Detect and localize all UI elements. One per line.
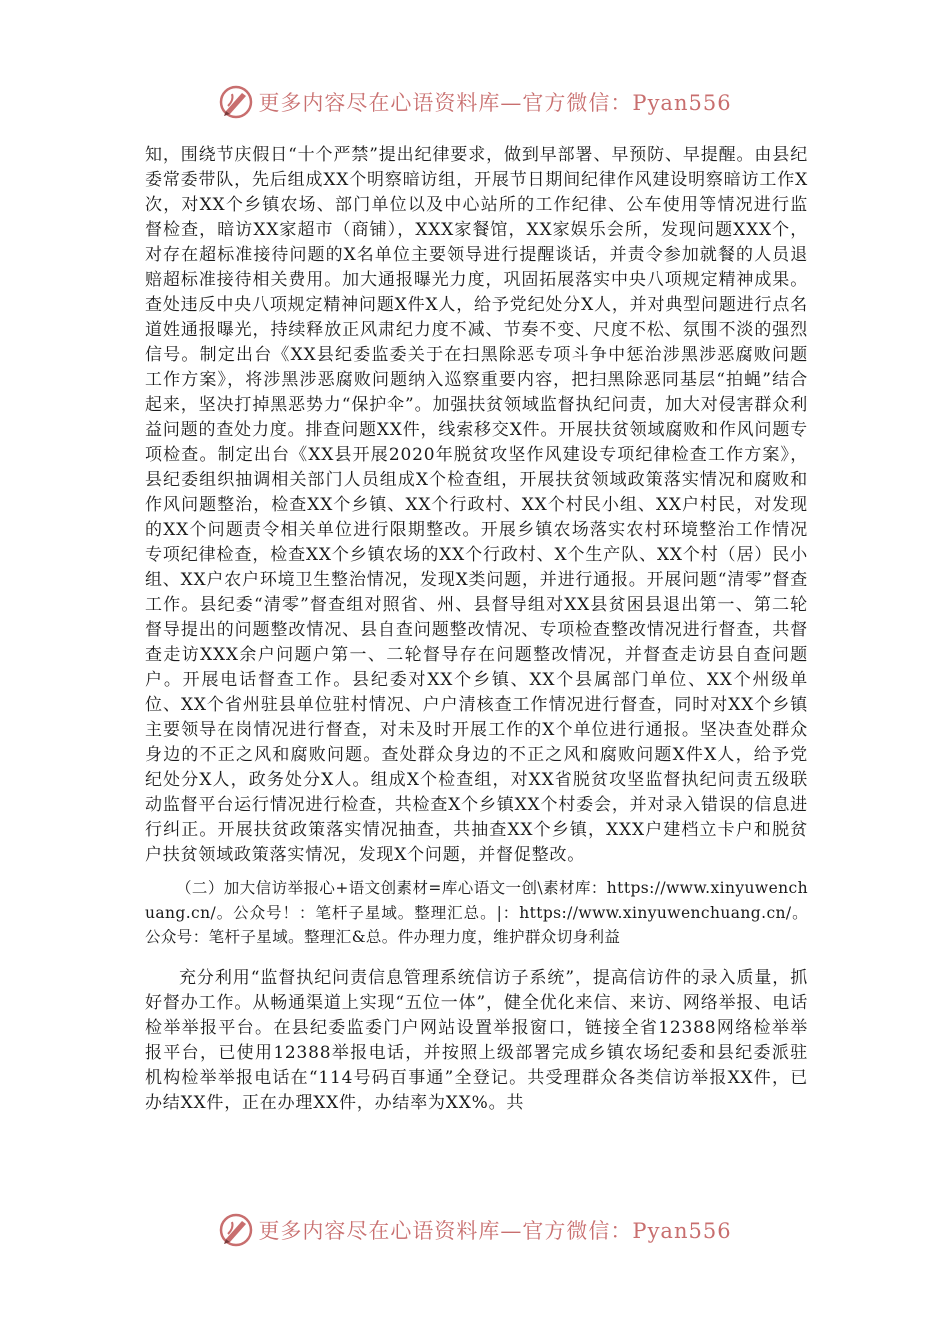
paragraph: 知，围绕节庆假日“十个严禁”提出纪律要求，做到早部署、早预防、早提醒。由县纪委常委带队，先后组成XX个明察暗访组，开展节日期间纪律作风建设明察暗访工作X次，对XX个乡镇农场、部门单位以及中心站所的工作纪律、公车使用等情况进行监督检查，暗访XX家超市（商铺），XXX家餐馆，XX家娱乐会所，发现问题XXX个，对存在超标准接待问题的X名单位主要领导进行提醒谈话，并责令参加就餐的人员退赔超标准接待相关费用。加大通报曝光力度，巩固拓展落实中央八项规定精神成果。查处违反中央八项规定精神问题X件X人，给予党纪处分X人，并对典型问题进行点名道姓通报曝光，持续释放正风肃纪力度不减、节奏不变、尺度不松、氛围不淡的强烈信号。制定出台《XX县纪委监委关于在扫黑除恶专项斗争中惩治涉黑涉恶腐败问题工作方案》，将涉黑涉恶腐败问题纳入巡察重要内容，把扫黑除恶同基层“拍蝇”结合起来，坚决打掉黑恶势力“保护伞”。加强扶贫领域监督执纪问责，加大对侵害群众利益问题的查处力度。排查问题XX件，线索移交X件。开展扶贫领域腐败和作风问题专项检查。制定出台《XX县开展2020年脱贫攻坚作风建设专项纪律检查工作方案》，县纪委组织抽调相关部门人员组成X个检查组，开展扶贫领域政策落实情况和腐败和作风问题整治，检查XX个乡镇、XX个行政村、XX个村民小组、XX户村民，对发现的XX个问题责令相关单位进行限期整改。开展乡镇农场落实农村环境整治工作情况专项纪律检查，检查XX个乡镇农场的XX个行政村、X个生产队、XX个村（居）民小组、XX户农户环境卫生整治情况，发现X类问题，并进行通报。开展问题“清零”督查工作。县纪委“清零”督查组对照省、州、县督导组对XX县贫困县退出第一、第二轮督导提出的问题整改情况、县自查问题整改情况、专项检查整改情况进行督查，共督查走访XXX余户问题户第一、二轮督导存在问题整改情况，并督查走访县自查问题户。开展电话督查工作。县纪委对XX个乡镇、XX个县属部门单位、XX个州级单位、XX个省州驻县单位驻村情况、户户清核查工作情况进行督查，同时对XX个乡镇主要领导在岗情况进行督查，对未及时开展工作的X个单位进行通报。坚决查处群众身边的不正之风和腐败问题。查处群众身边的不正之风和腐败问题X件X人，给予党纪处分X人，政务处分X人。组成X个检查组，对XX省脱贫攻坚监督执纪问责五级联动监督平台运行情况进行检查，共检查X个乡镇XX个村委会，并对录入错误的信息进行纠正。开展扶贫政策落实情况抽查，共抽查XX个乡镇，XXX户建档立卡户和脱贫户扶贫领域政策落实情况，发现X个问题，并督促整改。 xyxy=(145,145,808,865)
section-heading-paragraph: （二）加大信访举报心+语文创素材=库心语文一创\素材库：https://www.xinyuwenchuang.cn/。公众号！：笔杆子星域。整理汇总。|：https://www.xinyuwenchuang.cn/。公众号：笔杆子星域。整理汇&总。件办理力度，维护群众切身利益 xyxy=(145,879,808,946)
pen-logo-icon xyxy=(218,1212,254,1248)
pen-logo-icon xyxy=(218,84,254,120)
banner-text: 更多内容尽在心语资料库—官方微信：Pyan556 xyxy=(258,91,732,115)
footer-banner xyxy=(0,1208,950,1252)
paragraph: 充分利用“监督执纪问责信息管理系统信访子系统”，提高信访件的录入质量，抓好督办工作。从畅通渠道上实现“五位一体”，健全优化来信、来访、网络举报、电话检举举报平台。在县纪委监委门户网站设置举报窗口，链接全省12388网络检举举报平台，已使用12388举报电话，并按照上级部署完成乡镇农场纪委和县纪委派驻机构检举举报电话在“114号码百事通”全登记。共受理群众各类信访举报XX件，已办结XX件，正在办理XX件，办结率为XX%。共 xyxy=(145,967,808,1113)
header-banner xyxy=(0,80,950,124)
banner-text: 更多内容尽在心语资料库—官方微信：Pyan556 xyxy=(258,1219,732,1243)
document-body xyxy=(145,143,808,1116)
